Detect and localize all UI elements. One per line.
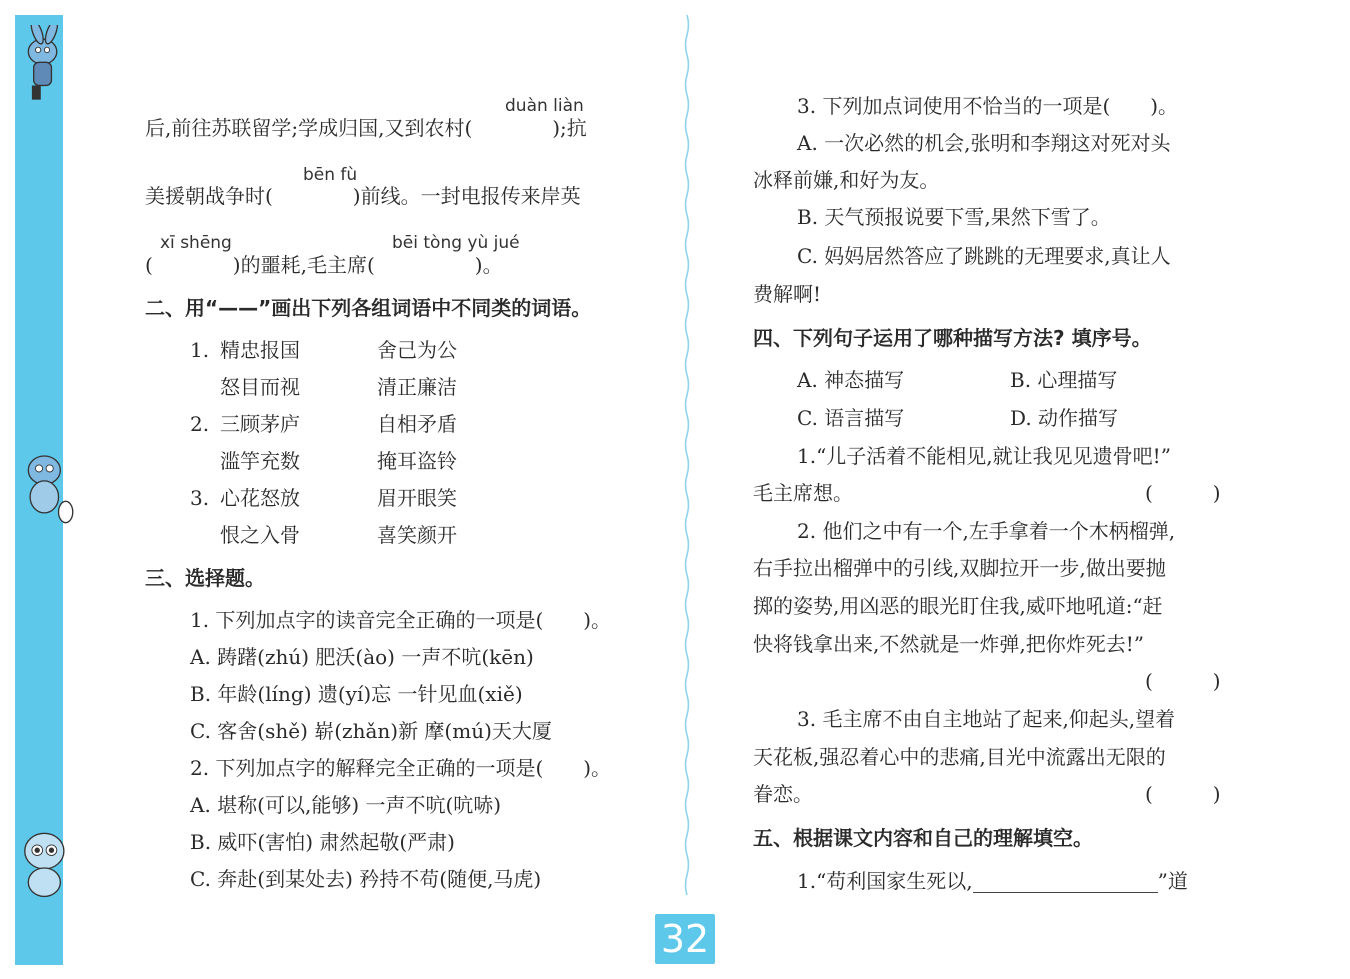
group-2-num: 2. bbox=[190, 412, 210, 436]
option-a-label: A. 神态描写 bbox=[797, 368, 905, 392]
section-2-title: 二、用“——”画出下列各组词语中不同类的词语。 bbox=[145, 296, 592, 320]
q3-stem: 3. 下列加点词使用不恰当的一项是( )。 bbox=[797, 94, 1179, 118]
q2-option-c: C. 奔赴(到某处去) 矜持不苟(随便,马虎) bbox=[190, 867, 542, 891]
option-b-label: B. 心理描写 bbox=[1010, 368, 1118, 392]
page-divider bbox=[684, 15, 690, 905]
group-2-word-3: 滥竽充数 bbox=[220, 449, 300, 473]
item-1-line1: 1.“儿子活着不能相见,就让我见见遗骨吧!” bbox=[797, 444, 1171, 468]
group-3-num: 3. bbox=[190, 486, 210, 510]
pinyin-duanlian: duàn liàn bbox=[505, 96, 584, 116]
item-1-line2: 毛主席想。 bbox=[753, 481, 853, 505]
item-1-answer-blank[interactable]: ( ) bbox=[1145, 481, 1221, 505]
q3-option-b: B. 天气预报说要下雪,果然下雪了。 bbox=[797, 205, 1111, 229]
rabbit-mascot-icon bbox=[12, 25, 82, 105]
group-2-word-2: 自相矛盾 bbox=[377, 412, 457, 436]
group-1-word-4: 清正廉洁 bbox=[377, 375, 457, 399]
group-3-word-4: 喜笑颜开 bbox=[377, 523, 457, 547]
q3-option-c-line1: C. 妈妈居然答应了跳跳的无理要求,真让人 bbox=[797, 244, 1171, 268]
section-5-title: 五、根据课文内容和自己的理解填空。 bbox=[753, 826, 1093, 850]
q2-option-a: A. 堪称(可以,能够) 一声不吭(吭哧) bbox=[190, 793, 502, 817]
group-1-word-1: 精忠报国 bbox=[220, 338, 300, 362]
group-1-num: 1. bbox=[190, 338, 210, 362]
pinyin-xisheng: xī shēng bbox=[160, 233, 232, 253]
q2-option-b: B. 威吓(害怕) 肃然起敬(严肃) bbox=[190, 830, 455, 854]
section-3-title: 三、选择题。 bbox=[145, 566, 265, 590]
q2-stem: 2. 下列加点字的解释完全正确的一项是( )。 bbox=[190, 756, 612, 780]
option-d-label: D. 动作描写 bbox=[1010, 406, 1119, 430]
item-2-line3: 掷的姿势,用凶恶的眼光盯住我,威吓地吼道:“赶 bbox=[753, 594, 1163, 618]
s5-item-1-prefix: 1.“苟利国家生死以, bbox=[797, 869, 973, 893]
group-3-word-2: 眉开眼笑 bbox=[377, 486, 457, 510]
s5-item-1-blank[interactable] bbox=[973, 872, 1158, 893]
q1-option-b: B. 年龄(líng) 遗(yí)忘 一针见血(xiě) bbox=[190, 682, 523, 706]
page-number: 32 bbox=[655, 914, 715, 964]
raccoon-mascot-icon bbox=[12, 448, 82, 528]
item-2-line2: 右手拉出榴弹中的引线,双脚拉开一步,做出要抛 bbox=[753, 556, 1166, 580]
group-3-word-3: 恨之入骨 bbox=[220, 523, 300, 547]
tiger-mascot-icon bbox=[12, 820, 82, 900]
q1-option-c: C. 客舍(shě) 崭(zhǎn)新 摩(mú)天大厦 bbox=[190, 719, 552, 743]
item-3-answer-blank[interactable]: ( ) bbox=[1145, 782, 1221, 806]
item-2-line1: 2. 他们之中有一个,左手拿着一个木柄榴弹, bbox=[797, 519, 1176, 543]
s5-item-1 bbox=[797, 869, 1188, 893]
item-3-line3: 眷恋。 bbox=[753, 782, 813, 806]
q1-stem: 1. 下列加点字的读音完全正确的一项是( )。 bbox=[190, 608, 612, 632]
item-2-answer-blank[interactable]: ( ) bbox=[1145, 669, 1221, 693]
intro-line-3: ( )的噩耗,毛主席( )。 bbox=[145, 253, 503, 277]
group-3-word-1: 心花怒放 bbox=[220, 486, 300, 510]
section-4-title: 四、下列句子运用了哪种描写方法? 填序号。 bbox=[753, 326, 1152, 350]
s5-item-1-suffix: ”道 bbox=[1157, 869, 1188, 893]
group-1-word-3: 怒目而视 bbox=[220, 375, 300, 399]
q3-option-a-line2: 冰释前嫌,和好为友。 bbox=[753, 168, 940, 192]
pinyin-benfu: bēn fù bbox=[303, 165, 358, 185]
item-3-line1: 3. 毛主席不由自主地站了起来,仰起头,望着 bbox=[797, 707, 1176, 731]
item-3-line2: 天花板,强忍着心中的悲痛,目光中流露出无限的 bbox=[753, 745, 1166, 769]
group-2-word-4: 掩耳盗铃 bbox=[377, 449, 457, 473]
item-2-line4: 快将钱拿出来,不然就是一炸弹,把你炸死去!” bbox=[753, 632, 1144, 656]
option-c-label: C. 语言描写 bbox=[797, 406, 905, 430]
q3-option-a-line1: A. 一次必然的机会,张明和李翔这对死对头 bbox=[797, 131, 1171, 155]
intro-line-2: 美援朝战争时( )前线。一封电报传来岸英 bbox=[145, 184, 581, 208]
intro-line-1: 后,前往苏联留学;学成归国,又到农村( );抗 bbox=[145, 116, 587, 140]
group-1-word-2: 舍己为公 bbox=[377, 338, 457, 362]
q1-option-a: A. 踌躇(zhú) 肥沃(ào) 一声不吭(kēn) bbox=[190, 645, 534, 669]
q3-option-c-line2: 费解啊! bbox=[753, 282, 822, 306]
group-2-word-1: 三顾茅庐 bbox=[220, 412, 300, 436]
pinyin-beitongyujue: bēi tòng yù jué bbox=[392, 233, 520, 253]
